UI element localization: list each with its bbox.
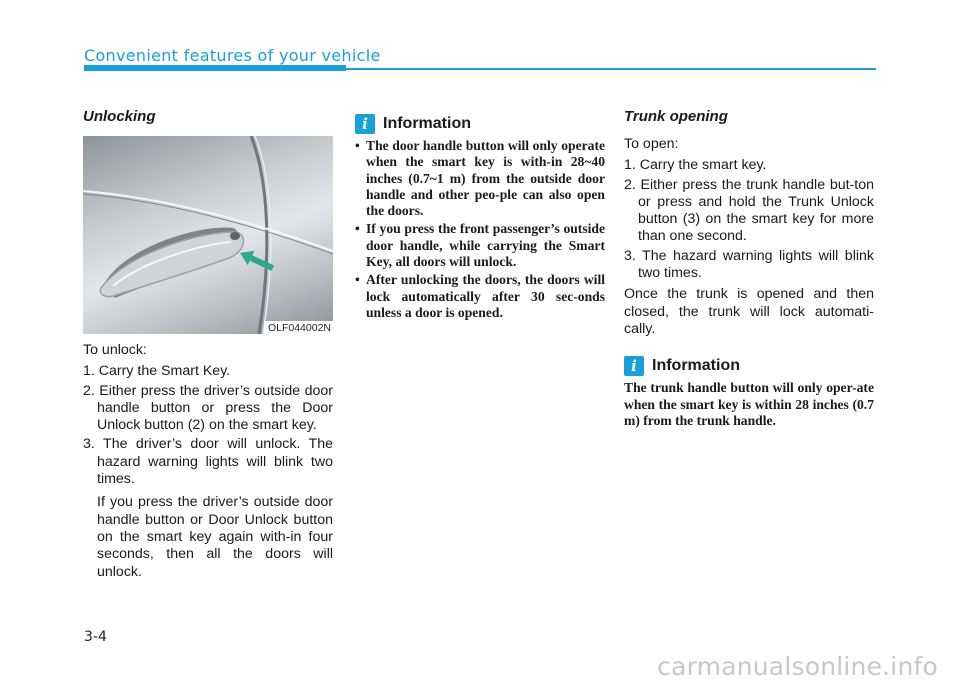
info-text: The trunk handle button will only oper-ate when the smart key is within 28 inches (0.7 m) from the trunk handle.	[624, 380, 874, 428]
photo-caption: OLF044002N	[264, 321, 333, 334]
trunk-section	[624, 108, 874, 429]
list-item: • If you press the front passenger’s outside door handle, while carrying the Smart Key, all doors will unlock.	[355, 221, 605, 270]
trunk-steps	[624, 157, 874, 282]
info-heading	[355, 114, 605, 134]
list-item: 3. The driver’s door will unlock. The hazard warning lights will blink two times.	[83, 436, 333, 488]
unlock-note: If you press the driver’s outside door handle button or Door Unlock button on the smart key again with-in four seconds, then all the doors will unlock.	[97, 494, 333, 580]
trunk-lead: To open:	[624, 136, 679, 152]
chapter-title: Convenient features of your vehicle	[84, 46, 381, 65]
list-item: 1. Carry the smart key.	[624, 157, 767, 174]
info-bullets	[355, 138, 605, 321]
door-handle-illustration	[83, 136, 333, 334]
watermark: carmanualsonline.info	[657, 652, 938, 681]
info-heading	[624, 356, 874, 376]
page-number: 3-4	[84, 629, 107, 645]
info-icon: i	[624, 356, 644, 376]
header-rule-thin	[346, 68, 876, 70]
list-item: 2. Either press the trunk handle but-ton or press and hold the Trunk Unlock button (3) on the smart key for more than one second.	[624, 176, 874, 245]
unlocking-title: Unlocking	[83, 108, 156, 125]
header-rule-thick	[84, 65, 346, 71]
info-box-1	[355, 114, 605, 323]
trunk-title: Trunk opening	[624, 108, 728, 125]
trunk-after: Once the trunk is opened and then closed, the trunk will lock automati-cally.	[624, 286, 874, 337]
info-title: Information	[383, 115, 471, 132]
list-item: 2. Either press the driver’s outside door handle button or press the Door Unlock button (2) on the smart key.	[83, 382, 333, 434]
info-icon: i	[355, 114, 375, 134]
info-title: Information	[652, 357, 740, 375]
list-item: • After unlocking the doors, the doors will lock automatically after 30 sec-onds unless a door is opened.	[355, 272, 605, 320]
list-item: • The door handle button will only operate when the smart key is with-in 28~40 inches (0.7~1 m) from the outside door handle and other peo-ple can also open the doors.	[355, 138, 605, 219]
unlock-lead: To unlock:	[83, 342, 147, 358]
info-box-2	[624, 356, 874, 429]
list-item: 1. Carry the Smart Key.	[83, 363, 231, 380]
unlocking-section	[83, 108, 333, 581]
door-handle-photo	[83, 136, 333, 334]
list-item: 3. The hazard warning lights will blink two times.	[624, 247, 874, 282]
unlock-steps	[83, 363, 333, 488]
